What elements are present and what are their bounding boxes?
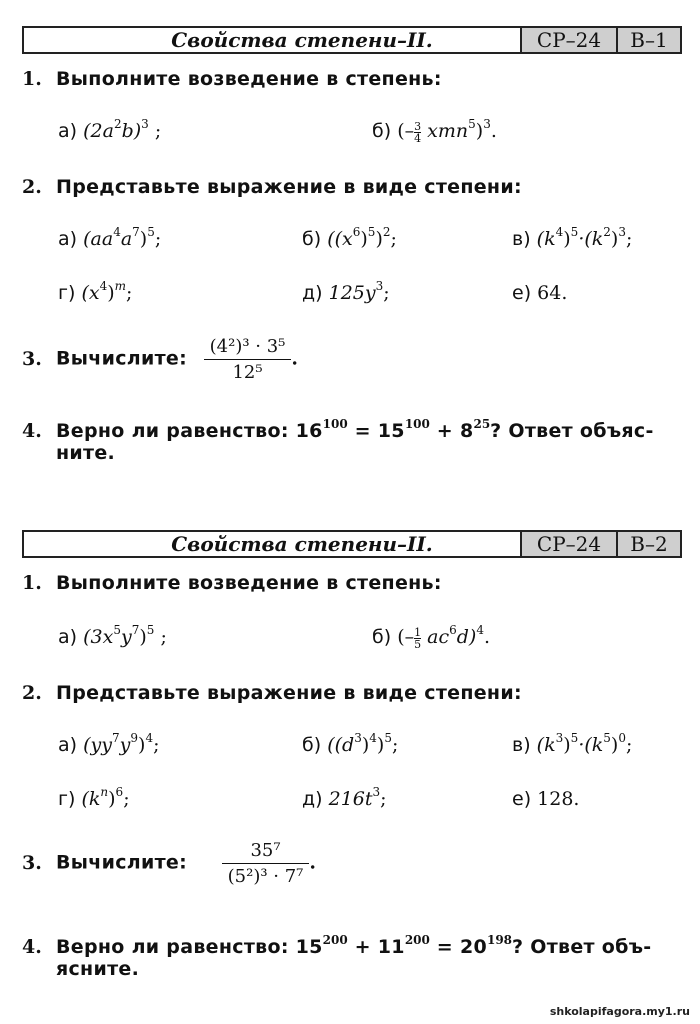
task-2f: е) 64. [512,282,568,304]
task-2c: в) $(k^4)^5\cdot(k^2)^3$; [512,225,633,250]
task-2: 2. Представьте выражение в виде степени: [22,176,522,198]
task-2: 2. Представьте выражение в виде степени: [22,682,522,704]
work-code: СР–24 [520,532,616,556]
watermark: shkolapifagora.my1.ru [549,1005,690,1018]
task-3: 3. Вычислите: $\frac{\text{(4²)³ · 3⁵}}{\text{12⁵}}$ . [22,336,299,383]
task-2b: б) $((x^6)^5)^2$; [302,225,397,250]
task-2d: г) $(x^4)^m$; [58,279,133,304]
task-2a: а) $(aa^4a^7)^5$; [58,225,162,250]
task-2a: а) $(yy^7y^9)^4$; [58,731,160,756]
variant-header [22,530,682,558]
task-2e: д) $216t^3$; [302,785,387,810]
section-title: Свойства степени–II. [171,532,433,556]
task-2e: д) $125y^3$; [302,279,390,304]
variant-header [22,26,682,54]
task-2c: в) $(k^3)^5\cdot(k^5)^0$; [512,731,633,756]
task-2b: б) $((d^3)^4)^5$; [302,731,399,756]
task-3: 3. Вычислите: $\frac{\text{35⁷}}{\text{(5²)³ · 7⁷}}$ . [22,840,317,887]
task-1: 1. Выполните возведение в степень: [22,572,442,594]
variant-label: В–2 [616,532,680,556]
task-1a: а) $(2a^2b)^3$ ; [58,117,162,142]
task-1b: б) (– $\frac{1}{5}$ $ac^6d)^4$. [372,623,491,651]
task-1: 1. Выполните возведение в степень: [22,68,442,90]
section-title: Свойства степени–II. [171,28,433,52]
task-4: 4. Верно ли равенство: $16^{100} = 15^{100} + 8^{25}$? Ответ объяс- ните. [22,417,654,464]
fraction: $\frac{\text{35⁷}}{\text{(5²)³ · 7⁷}}$ [222,840,310,887]
fraction: $\frac{\text{(4²)³ · 3⁵}}{\text{12⁵}}$ [204,336,292,383]
task-4: 4. Верно ли равенство: $15^{200} + 11^{200} = 20^{198}$? Ответ объ- ясните. [22,933,652,980]
variant-label: В–1 [616,28,680,52]
task-2f: е) 128. [512,788,580,810]
work-code: СР–24 [520,28,616,52]
task-1b: б) (– $\frac{3}{4}$ xmn$^5$)$^3$. [372,117,497,145]
task-1a: а) $(3x^5y^7)^5$ ; [58,623,167,648]
task-2d: г) $(k^n)^6$; [58,785,130,810]
